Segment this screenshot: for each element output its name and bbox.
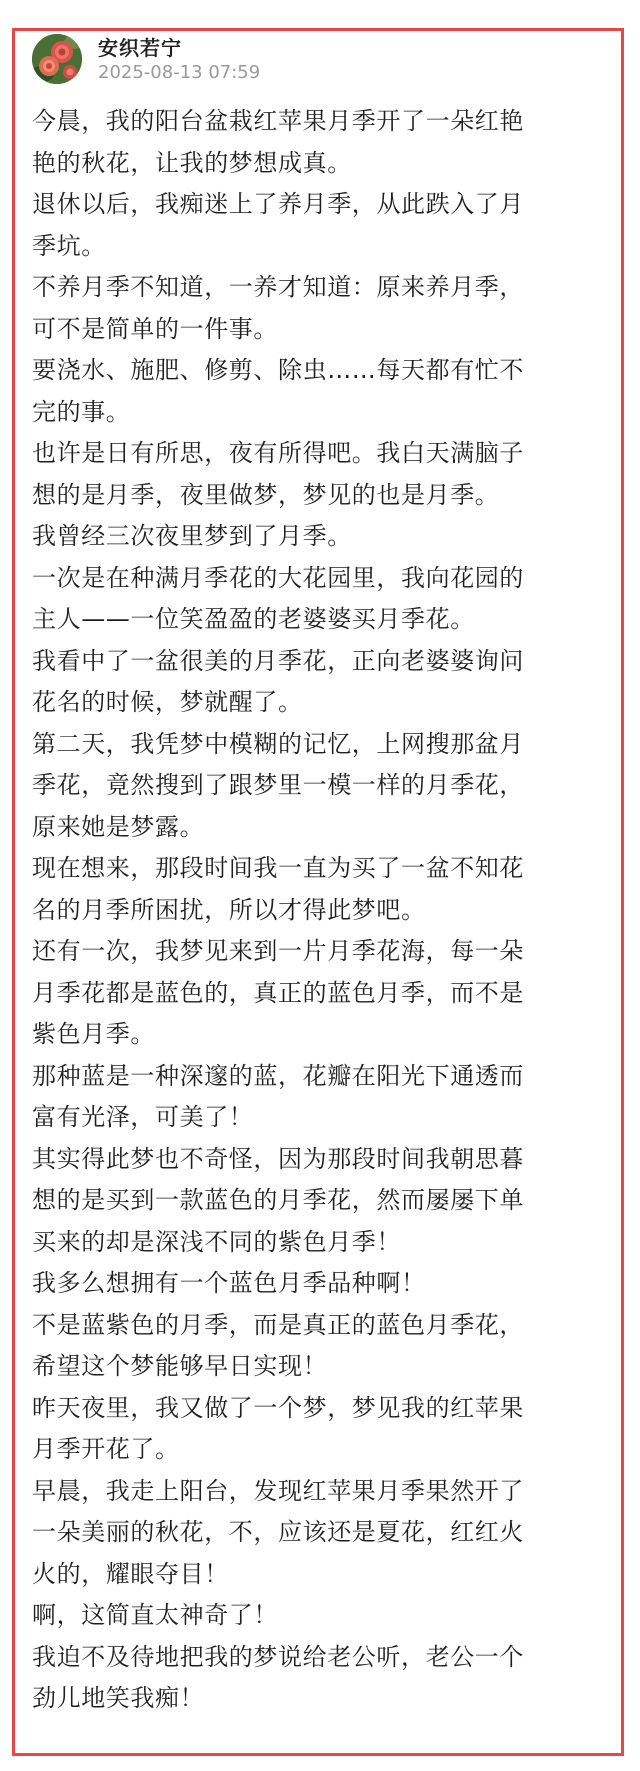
paragraph-line: 花名的时候，梦就醒了。 [32,688,303,716]
paragraph-line: 买来的却是深浅不同的紫色月季！ [32,1227,401,1256]
post-timestamp: 2025-08-13 07:59 [98,62,261,83]
post-paragraph [32,1595,602,1637]
paragraph-line: 月季花都是蓝色的，真正的蓝色月季，而不是 [32,978,524,1007]
paragraph-line: 我迫不及待地把我的梦说给老公听，老公一个 [32,1642,524,1671]
paragraph-line: 富有光泽，可美了！ [32,1103,254,1131]
paragraph-line: 不养月季不知道，一养才知道：原来养月季， [32,273,524,301]
paragraph-line: 原来她是梦露。 [32,812,205,841]
paragraph-line: 第二天，我凭梦中模糊的记忆，上网搜那盆月 [32,729,524,758]
paragraph-line: 紫色月季。 [32,1020,155,1048]
paragraph-line: 我看中了一盆很美的月季花，正向老婆婆询问 [32,646,524,675]
paragraph-line: 月季开花了。 [32,1435,180,1463]
paragraph-line: 可不是简单的一件事。 [32,314,278,343]
post-paragraph [32,350,602,433]
post-paragraph [32,267,602,350]
post-paragraph [32,1388,602,1471]
post-paragraph [32,184,602,267]
post-paragraph [32,1471,602,1596]
post-paragraph [32,1305,602,1388]
paragraph-line: 劲儿地笑我痴！ [32,1684,205,1712]
paragraph-line: 名的月季所困扰，所以才得此梦吧。 [32,895,426,924]
paragraph-line: 现在想来，那段时间我一直为买了一盆不知花 [32,854,524,882]
paragraph-line: 昨天夜里，我又做了一个梦，梦见我的红苹果 [32,1393,524,1422]
post-paragraph [32,848,602,931]
paragraph-line: 完的事。 [32,397,131,426]
paragraph-line: 艳的秋花，让我的梦想成真。 [32,148,352,177]
post-content [32,101,602,1720]
paragraph-line: 一次是在种满月季花的大花园里，我向花园的 [32,563,524,592]
paragraph-line: 火的，耀眼夺目！ [32,1559,229,1588]
paragraph-line: 要浇水、施肥、修剪、除虫……每天都有忙不 [32,356,524,384]
rose-avatar-icon[interactable] [32,34,82,84]
post-paragraph [32,931,602,1056]
paragraph-line: 早晨，我走上阳台，发现红苹果月季果然开了 [32,1476,524,1505]
post-paragraph [32,433,602,516]
post-paragraph [32,1056,602,1139]
paragraph-line: 不是蓝紫色的月季，而是真正的蓝色月季花， [32,1310,524,1339]
post-paragraph [32,558,602,641]
paragraph-line: 退休以后，我痴迷上了养月季，从此跌入了月 [32,190,524,218]
paragraph-line: 我多么想拥有一个蓝色月季品种啊！ [32,1269,426,1297]
post-paragraph [32,1139,602,1264]
paragraph-line: 希望这个梦能够早日实现！ [32,1352,328,1380]
post-paragraph [32,101,602,184]
post-paragraph [32,1263,602,1305]
post-paragraph [32,516,602,558]
paragraph-line: 那种蓝是一种深邃的蓝，花瓣在阳光下通透而 [32,1061,524,1090]
paragraph-line: 想的是买到一款蓝色的月季花，然而屡屡下单 [32,1186,524,1214]
paragraph-line: 还有一次，我梦见来到一片月季花海，每一朵 [32,937,524,965]
post-paragraph [32,724,602,849]
paragraph-line: 今晨，我的阳台盆栽红苹果月季开了一朵红艳 [32,107,524,135]
paragraph-line: 主人——一位笑盈盈的老婆婆买月季花。 [32,605,475,633]
paragraph-line: 也许是日有所思，夜有所得吧。我白天满脑子 [32,439,524,467]
paragraph-line: 其实得此梦也不奇怪，因为那段时间我朝思暮 [32,1144,524,1173]
paragraph-line: 我曾经三次夜里梦到了月季。 [32,522,352,550]
paragraph-line: 啊，这简直太神奇了！ [32,1601,278,1629]
author-name[interactable]: 安织若宁 [98,36,182,60]
paragraph-line: 季花，竟然搜到了跟梦里一模一样的月季花， [32,771,524,799]
paragraph-line: 一朵美丽的秋花，不，应该还是夏花，红红火 [32,1518,524,1546]
paragraph-line: 季坑。 [32,231,106,260]
post-paragraph [32,1637,602,1720]
post-paragraph [32,641,602,724]
paragraph-line: 想的是月季，夜里做梦，梦见的也是月季。 [32,480,500,509]
